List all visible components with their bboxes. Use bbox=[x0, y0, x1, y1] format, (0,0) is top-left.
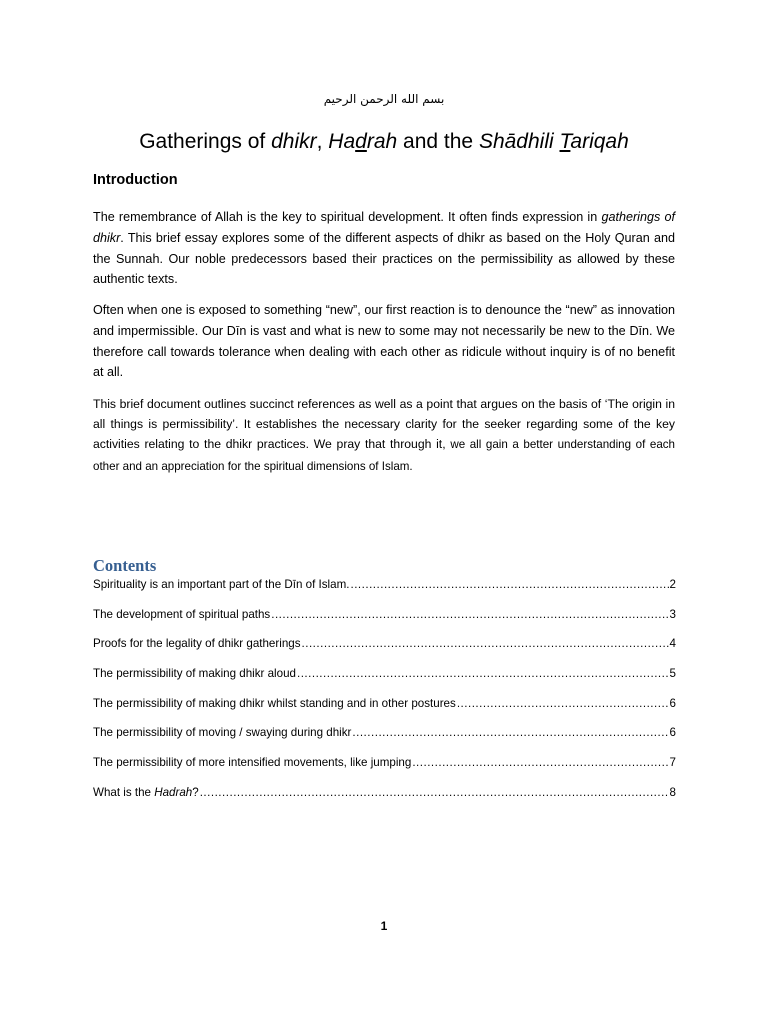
toc-leader-dots bbox=[352, 726, 668, 739]
toc-entry-page: 5 bbox=[669, 667, 676, 681]
toc-entry-label: The permissibility of moving / swaying during dhikr bbox=[93, 726, 352, 740]
toc-entry-page: 4 bbox=[669, 637, 676, 651]
intro-paragraph-2: Often when one is exposed to something “new”, our first reaction is to denounce the “new” as innovation and impermissible. Our Dīn is vast and what is new to some may not necessarily be new to the Dīn. We therefore call towards tolerance when dealing with each other as ridicule without inquiry is of no benefit at all. bbox=[93, 303, 675, 380]
toc-entry-page: 3 bbox=[669, 607, 676, 621]
intro-paragraph-1: The remembrance of Allah is the key to spiritual development. It often finds expression in gatherings of dhikr. This brief essay explores some of the different aspects of dhikr as based on the Holy Quran and the Sunnah. Our noble predecessors based their practices on the permissibility as allowed by these authentic texts. bbox=[93, 210, 675, 287]
toc-leader-dots bbox=[297, 667, 669, 680]
title-and-the: and the bbox=[397, 130, 479, 153]
toc-entry-label: The permissibility of more intensified movements, like jumping bbox=[93, 756, 412, 770]
page-number: 1 bbox=[380, 919, 388, 933]
toc-entry[interactable] bbox=[93, 697, 676, 727]
title-part: Gatherings of bbox=[139, 130, 272, 153]
toc-entry-page: 7 bbox=[669, 756, 676, 770]
toc-entry-page: 6 bbox=[669, 726, 676, 740]
toc-leader-dots bbox=[350, 578, 668, 591]
toc-entry-page: 6 bbox=[669, 696, 676, 710]
basmala: بسم الله الرحمن الرحيم bbox=[323, 92, 445, 106]
toc-entry-label: The permissibility of making dhikr whilst standing and in other postures bbox=[93, 696, 456, 710]
title-dhikr: dhikr bbox=[271, 130, 317, 153]
intro-paragraph-3: This brief document outlines succinct references as well as a point that argues on the basis of ‘The origin in all things is permissibility’. It establishes the necessary clarity for the seeker regarding some of the key activities relating to the dhikr practices. We pray that through it, we all gain a better understanding of each other and an appreciation for the spiritual dimensions of Islam. bbox=[93, 397, 676, 473]
gatherings-of-dhikr-emphasis: gatherings of dhikr bbox=[93, 210, 675, 245]
toc-entry-label: The development of spiritual paths bbox=[93, 607, 271, 621]
toc-entry-page: 2 bbox=[669, 578, 676, 591]
title-shadhili-tariqah: Shādhili Tariqah bbox=[478, 130, 629, 153]
toc-entry[interactable] bbox=[93, 578, 676, 608]
title-hadrah: Hadrah bbox=[328, 130, 398, 153]
contents-heading: Contents bbox=[93, 556, 157, 575]
toc-leader-dots bbox=[457, 697, 669, 710]
document-title bbox=[0, 130, 768, 154]
toc-entry-label: The permissibility of making dhikr aloud bbox=[93, 667, 296, 681]
toc-entry[interactable] bbox=[93, 637, 676, 667]
toc-leader-dots bbox=[302, 637, 669, 650]
toc-entry-label: Spirituality is an important part of the Dīn of Islam. bbox=[93, 578, 350, 591]
introduction-heading: Introduction bbox=[93, 172, 178, 188]
toc-entry[interactable] bbox=[93, 667, 676, 697]
toc-leader-dots bbox=[200, 786, 669, 799]
toc-entry-label: Proofs for the legality of dhikr gatherings bbox=[93, 637, 301, 651]
toc-entry-page: 8 bbox=[669, 785, 676, 799]
toc-entry[interactable] bbox=[93, 756, 676, 786]
title-comma: , bbox=[316, 130, 329, 153]
toc-leader-dots bbox=[412, 756, 668, 769]
toc-entry[interactable] bbox=[93, 608, 676, 638]
table-of-contents bbox=[93, 578, 676, 816]
toc-entry[interactable] bbox=[93, 786, 676, 816]
toc-leader-dots bbox=[271, 608, 668, 621]
toc-entry[interactable] bbox=[93, 726, 676, 756]
toc-entry-label: What is the Hadrah? bbox=[93, 785, 199, 799]
